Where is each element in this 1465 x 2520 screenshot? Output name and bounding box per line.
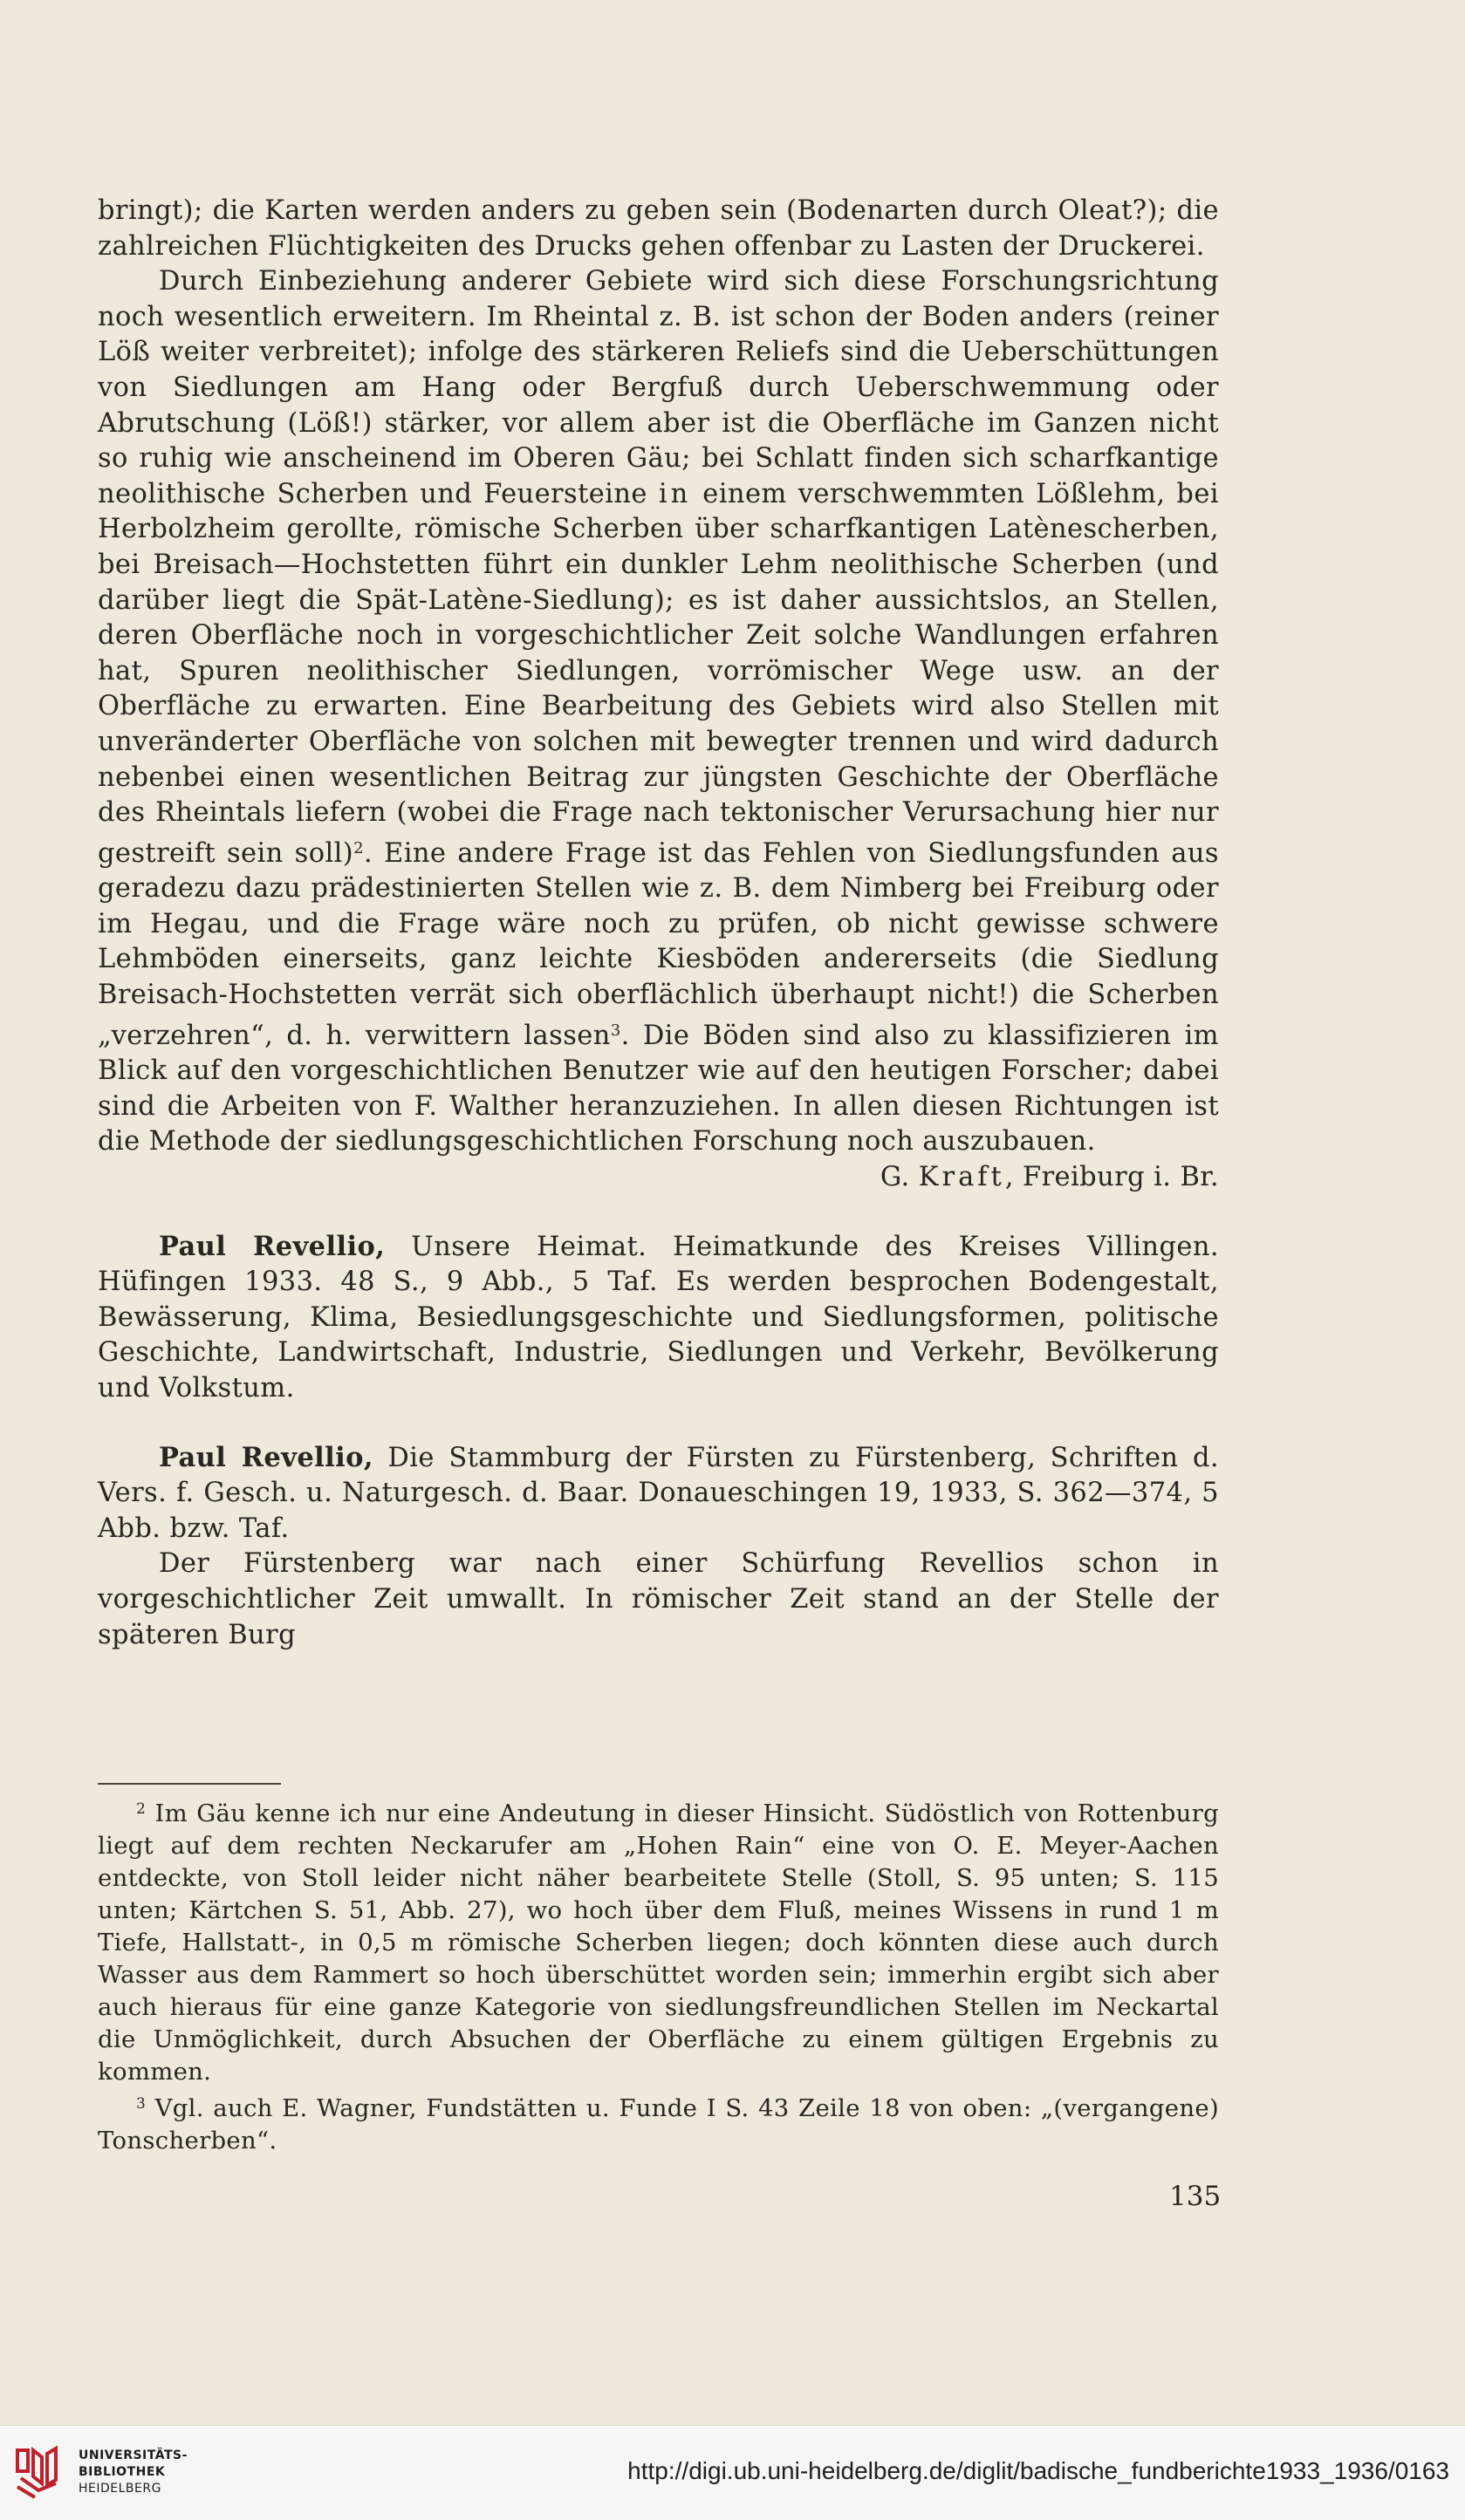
viewer-footer [0,2425,1465,2520]
review-entry-stammburg: Paul Revellio, Die Stammburg der Fürsten zu Fürstenberg, Schriften d. Vers. f. Gesch. u. Naturgesch. d. Baar. Donaueschingen 19, 1933, S. 362—374, 5 Abb. bzw. Taf. [98,1441,1219,1544]
review-author: Paul Revellio, [159,1441,373,1473]
review-author: Paul Revellio, [159,1230,386,1262]
footnotes [98,1793,1219,2157]
footnote-3: $^3$ Vgl. auch E. Wagner, Fundstätten u. Funde I S. 43 Zeile 18 von oben: „(vergangene) Tonscherben“. [98,2094,1219,2155]
footnote-ref-2[interactable]: 2 [353,838,364,857]
page-number: 135 [1169,2181,1222,2212]
review-paragraph: Der Fürstenberg war nach einer Schürfung Revellios schon in vorgeschichtlicher Zeit umwallt. In römischer Zeit stand an der Stelle der späteren Burg [98,1548,1219,1650]
footnote-2: $^2$ Im Gäu kenne ich nur eine Andeutung in dieser Hinsicht. Südöstlich von Rottenburg liegt auf dem rechten Neckarufer am „Hohen Rain“ eine von O. E. Meyer-Aachen entdeckte, von Stoll leider nicht näher bearbeitete Stelle (Stoll, S. 95 unten; S. 115 unten; Kärtchen S. 51, Abb. 27), wo hoch über dem Fluß, meines Wissens in rund 1 m Tiefe, Hallstatt-, in 0,5 m römische Scherben liegen; doch könnten diese auch durch Wasser aus dem Rammert so hoch überschüttet worden sein; immerhin ergibt sich aber auch hieraus für eine ganze Kategorie von siedlungsfreundlichen Stellen im Neckartal die Unmöglichkeit, durch Absuchen der Oberfläche zu einem gültigen Ergebnis zu kommen. [98,1800,1219,2086]
review-signature: G. Kraft, Freiburg i. Br. [880,1162,1219,1193]
main-text [98,194,1219,1653]
review-entry-heimat: Paul Revellio, Unsere Heimat. Heimatkunde des Kreises Villingen. Hüfingen 1933. 48 S., 9 Abb., 5 Taf. Es werden besprochen Bodengestalt, Bewässerung, Klima, Besiedlungsgeschichte und Siedlungsformen, politische Geschichte, Landwirtschaft, Industrie, Siedlungen und Verkehr, Bevölkerung und Volkstum. [98,1230,1219,1403]
spaced-word: in [658,478,692,509]
library-name: UNIVERSITÄTS- BIBLIOTHEK HEIDELBERG [79,2448,188,2496]
permalink-url[interactable]: http://digi.ub.uni-heidelberg.de/diglit/badische_fundberichte1933_1936/0163 [627,2457,1449,2484]
paragraph-research: Durch Einbeziehung anderer Gebiete wird sich diese Forschungsrichtung noch wesentlich erweitern. Im Rheintal z. B. ist schon der Boden anders (reiner Löß weiter verbreitet); infolge des stärkeren Reliefs sind die Ueberschüttungen von Siedlungen am Hang oder Bergfuß durch Ueberschwemmung oder Abrutschung (Löß!) stärker, vor allem aber ist die Oberfläche im Ganzen nicht so ruhig wie anscheinend im Oberen Gäu; bei Schlatt finden sich scharfkantige neolithische Scherben und Feuersteine in einem verschwemmten Lößlehm, bei Herbolzheim gerollte, römische Scherben über scharfkantigen Latènescherben, bei Breisach—Hochstetten führt ein dunkler Lehm neolithische Scherben (und darüber liegt die Spät-Latène-Siedlung); es ist daher aussichtslos, an Stellen, deren Oberfläche noch in vorgeschichtlicher Zeit solche Wandlungen erfahren hat, Spuren neolithischer Siedlungen, vorrömischer Wege usw. an der Oberfläche zu erwarten. Eine Bearbeitung des Gebiets wird also Stellen mit unveränderter Oberfläche von solchen mit bewegter trennen und wird dadurch nebenbei einen wesentlichen Beitrag zur jüngsten Geschichte der Oberfläche des Rheintals liefern (wobei die Frage nach tektonischer Verursachung hier nur gestreift sein soll)$^2$. Eine andere Frage ist das Fehlen von Siedlungsfunden aus geradezu dazu prädestinierten Stellen wie z. B. dem Nimberg bei Freiburg oder im Hegau, und die Frage wäre noch zu prüfen, ob nicht gewisse schwere Lehmböden einerseits, ganz leichte Kiesböden andererseits (die Siedlung Breisach-Hochstetten verrät sich oberflächlich überhaupt nicht!) die Scherben „verzehren“, d. h. verwittern lassen$^3$. Die Böden sind also zu klassifizieren im Blick auf den vorgeschichtlichen Benutzer wie auf den heutigen Forscher; dabei sind die Arbeiten von F. Walther heranzuziehen. In allen diesen Richtungen ist die Methode der siedlungsgeschichtlichen Forschung noch auszubauen. [98,266,1219,1158]
footnote-ref-3[interactable]: 3 [610,1021,621,1040]
library-seal-icon[interactable] [12,2445,61,2501]
footnote-divider [98,1783,281,1785]
paragraph-continuation: bringt); die Karten werden anders zu geben sein (Bodenarten durch Oleat?); die zahlreichen Flüchtigkeiten des Drucks gehen offenbar zu Lasten der Druckerei. [98,195,1219,262]
